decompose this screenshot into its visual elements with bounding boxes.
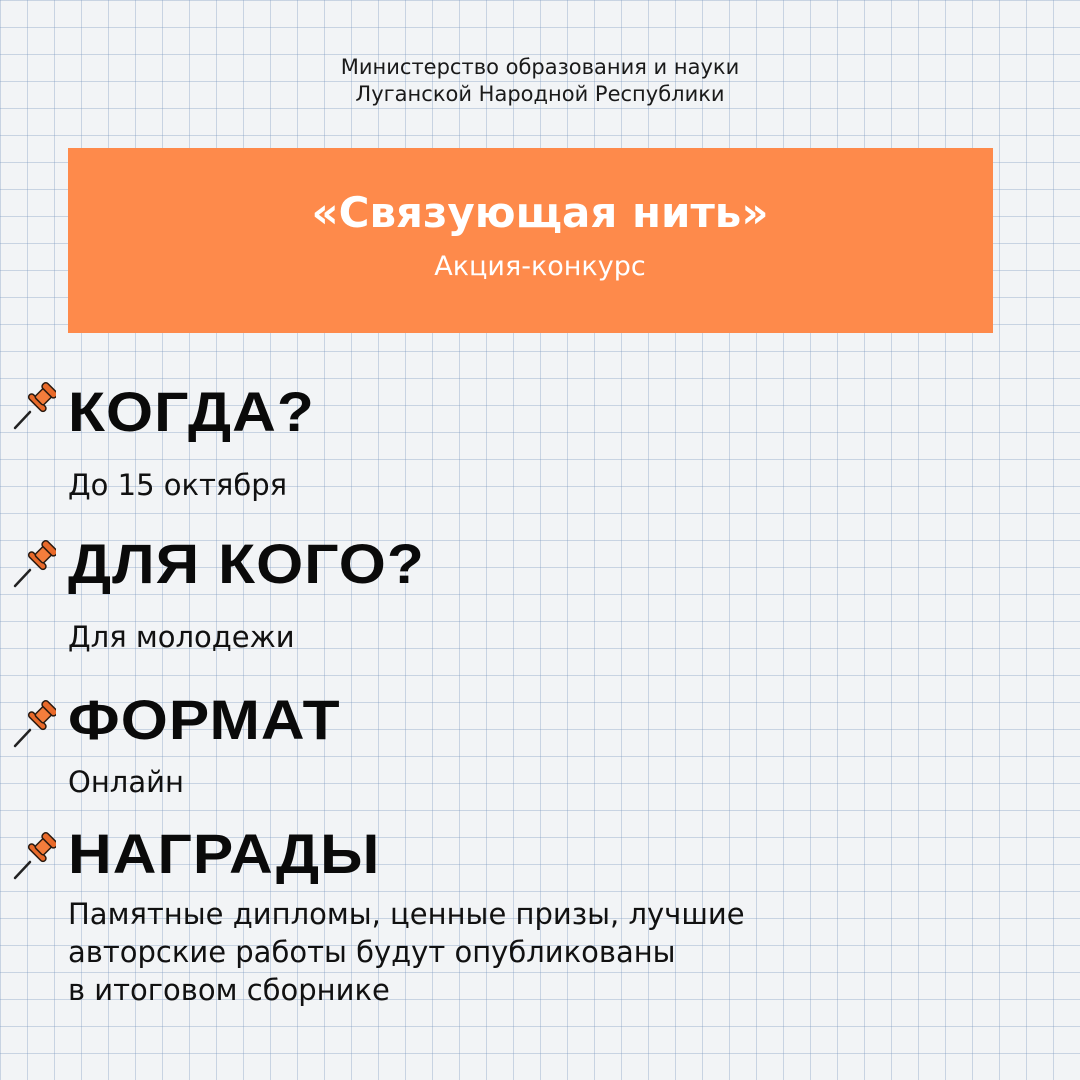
section-text-awards: [68, 895, 745, 1009]
section-title-awards: НАГРАДЫ: [68, 822, 381, 885]
section-text-format: Онлайн: [68, 765, 184, 799]
awards-line-1: Памятные дипломы, ценные призы, лучшие: [68, 897, 745, 931]
pushpin-icon: [10, 538, 56, 590]
ministry-line-2: Луганской Народной Республики: [355, 82, 725, 106]
ministry-header: [0, 54, 1080, 108]
banner-subtitle: Акция-конкурс: [434, 251, 646, 282]
title-banner: [68, 148, 993, 333]
section-text-when: До 15 октября: [68, 468, 288, 502]
pushpin-icon: [10, 380, 56, 432]
pushpin-icon: [10, 698, 56, 750]
awards-line-3: в итоговом сборнике: [68, 973, 390, 1007]
section-title-for-whom: ДЛЯ КОГО?: [68, 532, 425, 595]
section-title-when: КОГДА?: [68, 380, 315, 443]
ministry-line-1: Министерство образования и науки: [340, 55, 740, 79]
section-title-format: ФОРМАТ: [68, 688, 341, 751]
pushpin-icon: [10, 830, 56, 882]
banner-title: «Связующая нить»: [311, 188, 769, 237]
awards-line-2: авторские работы будут опубликованы: [68, 935, 676, 969]
section-text-for-whom: Для молодежи: [68, 620, 295, 654]
